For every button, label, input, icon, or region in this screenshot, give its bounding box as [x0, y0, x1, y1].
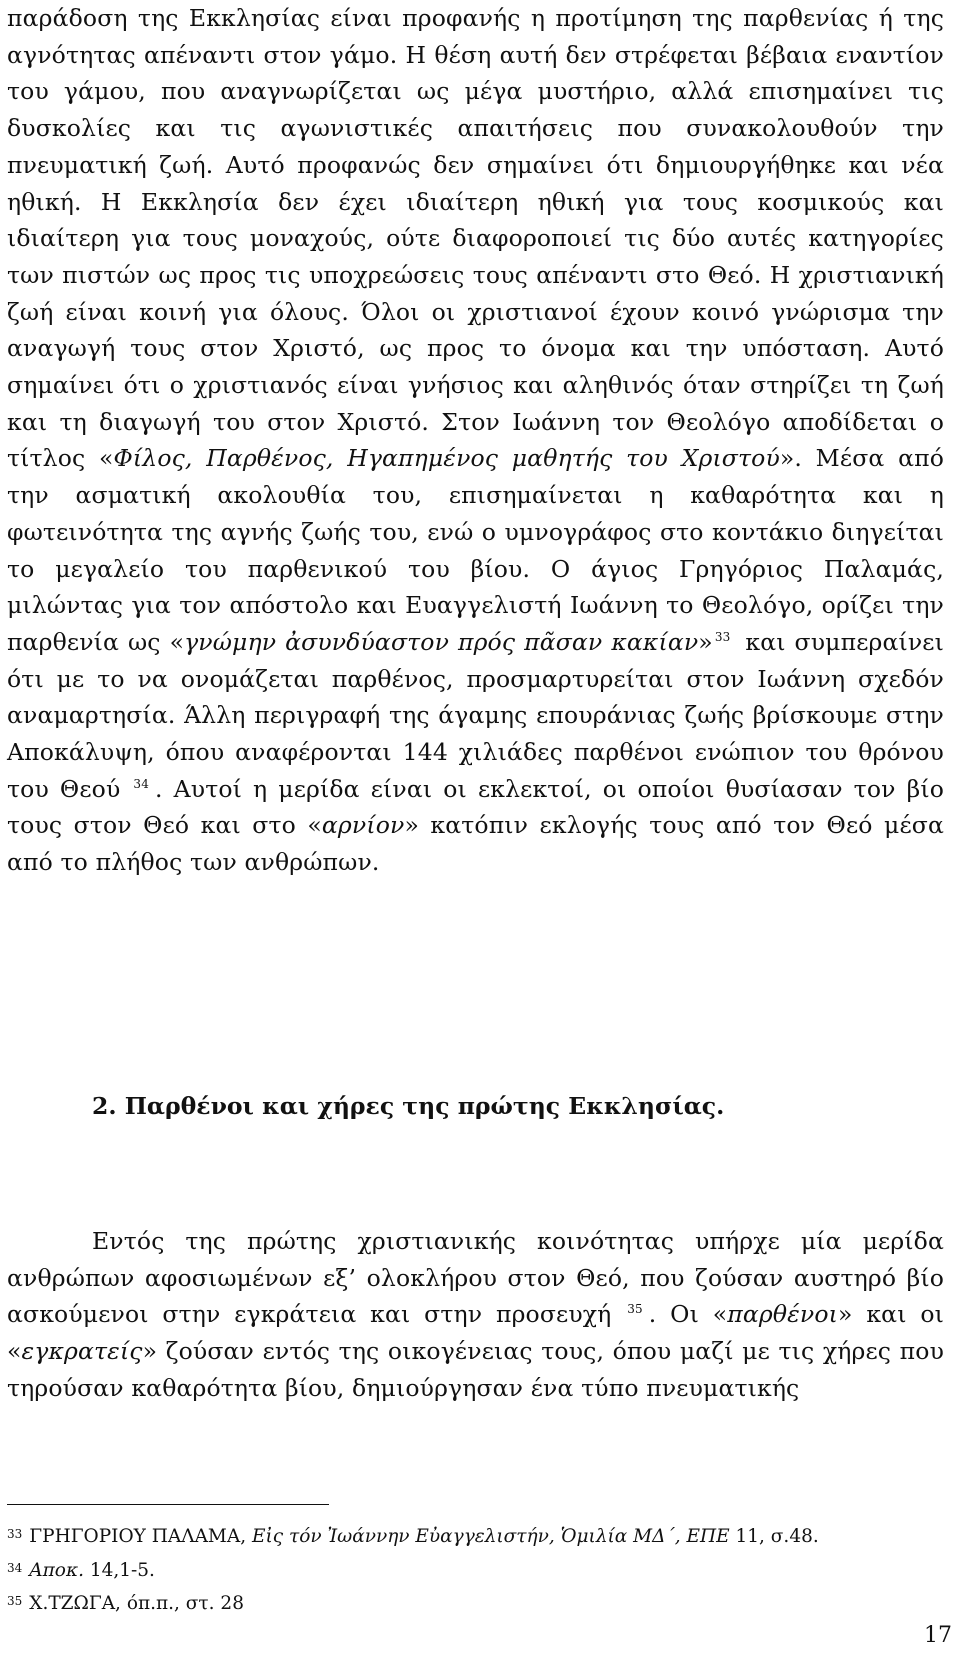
paragraph-text: » κατόπιν εκλογής τους από τον Θεό μέσα από το πλήθος των ανθρώπων.: [7, 811, 944, 877]
footnote-reference-35: 35: [627, 1302, 643, 1317]
footnote-text: ΓΡΗΓΟΡΙΟΥ ΠΑΛΑΜΑ,: [29, 1526, 252, 1547]
italic-term: εγκρατείς: [21, 1337, 143, 1366]
paragraph-text: και συμπεραίνει ότι με το να ονομάζεται παρθένος, προσμαρτυρείται στον Ιωάννη σχεδόν αναμαρτησία. Άλλη περιγραφή της άγαμης επουράνιας ζωής βρίσκουμε στην Αποκάλυψη, όπου αναφέρονται 144 χιλιάδες παρθένοι ενώπιον του θρόνου του Θεού: [7, 627, 944, 803]
footnote-number: 33: [7, 1527, 23, 1541]
footnote-33: [7, 1519, 944, 1553]
section-heading: 2. Παρθένοι και χήρες της πρώτης Εκκλησίας.: [92, 1092, 725, 1120]
paragraph-text: ». Μέσα από την ασματική ακολουθία του, επισημαίνεται η καθαρότητα και η φωτεινότητα της αγνής ζωής του, ενώ ο υμνογράφος στο κοντάκιο διηγείται το μεγαλείο του παρθενικού του βίου. Ο άγιος Γρηγόριος Παλαμάς, μιλώντας για τον απόστολο και Ευαγγελιστή Ιωάννη το Θεολόγο, ορίζει την παρθενία ως «: [7, 444, 944, 656]
footnote-35: [7, 1586, 944, 1620]
footnote-text: 11, σ.48.: [729, 1526, 819, 1547]
body-paragraph-1: [7, 0, 944, 881]
paragraph-text: » και οι «: [7, 1300, 945, 1366]
italic-term: παρθένοι: [727, 1300, 839, 1329]
footnotes: [7, 1519, 944, 1620]
footnote-number: 34: [7, 1560, 23, 1575]
footnote-italic: Εἰς τόν Ἰωάννην Εὐαγγελιστήν, Ὁμιλία ΜΔ΄, ΕΠΕ: [252, 1526, 730, 1547]
footnote-italic: Αποκ.: [29, 1559, 84, 1581]
footnote-reference-33: 33: [714, 629, 731, 644]
footnote-text: 14,1-5.: [83, 1559, 155, 1581]
footnote-34: [7, 1553, 944, 1587]
paragraph-text: Εντός της πρώτης χριστιανικής κοινότητας υπήρχε μία μερίδα ανθρώπων αφοσιωμένων εξ’ ολοκλήρου στον Θεό, που ζούσαν αυστηρό βίο ασκούμενοι στην εγκράτεια και στην προσευχή: [7, 1227, 944, 1329]
footnote-reference-34: 34: [133, 776, 149, 791]
italic-term: αρνίον: [321, 811, 405, 840]
italic-quote: γνώμην ἀσυνδύαστον πρός πᾶσαν κακίαν: [184, 627, 699, 656]
paragraph-text: παράδοση της Εκκλησίας είναι προφανής η προτίμηση της παρθενίας ή της αγνότητας απέναντι στον γάμο. Η θέση αυτή δεν στρέφεται βέβαια εναντίον του γάμου, που αναγνωρίζεται ως μέγα μυστήριο, αλλά επισημαίνει τις δυσκολίες και τις αγωνιστικές απαιτήσεις που συνακολουθούν την πνευματική ζωή. Αυτό προφανώς δεν σημαίνει ότι δημιουργήθηκε και νέα ηθική. Η Εκκλησία δεν έχει ιδιαίτερη ηθική για τους κοσμικούς και ιδιαίτερη για τους μοναχούς, ούτε διαφοροποιεί τις δύο αυτές κατηγορίες των πιστών ως προς τις υποχρεώσεις τους απέναντι στο Θεό. Η χριστιανική ζωή είναι κοινή για όλους. Όλοι οι χριστιανοί έχουν κοινό γνώρισμα την αναγωγή τους στον Χριστό, ως προς το όνομα και την υπόσταση. Αυτό σημαίνει ότι ο χριστιανός είναι γνήσιος και αληθινός όταν στηρίζει τη ζωή και τη διαγωγή του στον Χριστό. Στον Ιωάννη τον Θεολόγο αποδίδεται ο τίτλος «: [7, 4, 944, 473]
paragraph-text: » ζούσαν εντός της οικογένειας τους, όπου μαζί με τις χήρες που τηρούσαν καθαρότητα βίου, δημιούργησαν ένα τύπο πνευματικής: [7, 1337, 944, 1402]
body-paragraph-2: [7, 1223, 944, 1407]
footnote-text: Χ.ΤΖΩΓΑ, όπ.π., στ. 28: [29, 1593, 244, 1614]
paragraph-text: . Οι «: [648, 1300, 728, 1329]
page-number: 17: [924, 1623, 952, 1648]
paragraph-text: . Αυτοί η μερίδα είναι οι εκλεκτοί, οι οποίοι θυσίασαν τον βίο τους στον Θεό και στο «: [7, 774, 944, 840]
italic-quote: Φίλος, Παρθένος, Ηγαπημένος μαθητής του Χριστού: [113, 444, 780, 473]
footnote-separator: [7, 1504, 329, 1505]
paragraph-text: »: [698, 627, 713, 656]
footnote-number: 35: [7, 1594, 23, 1608]
